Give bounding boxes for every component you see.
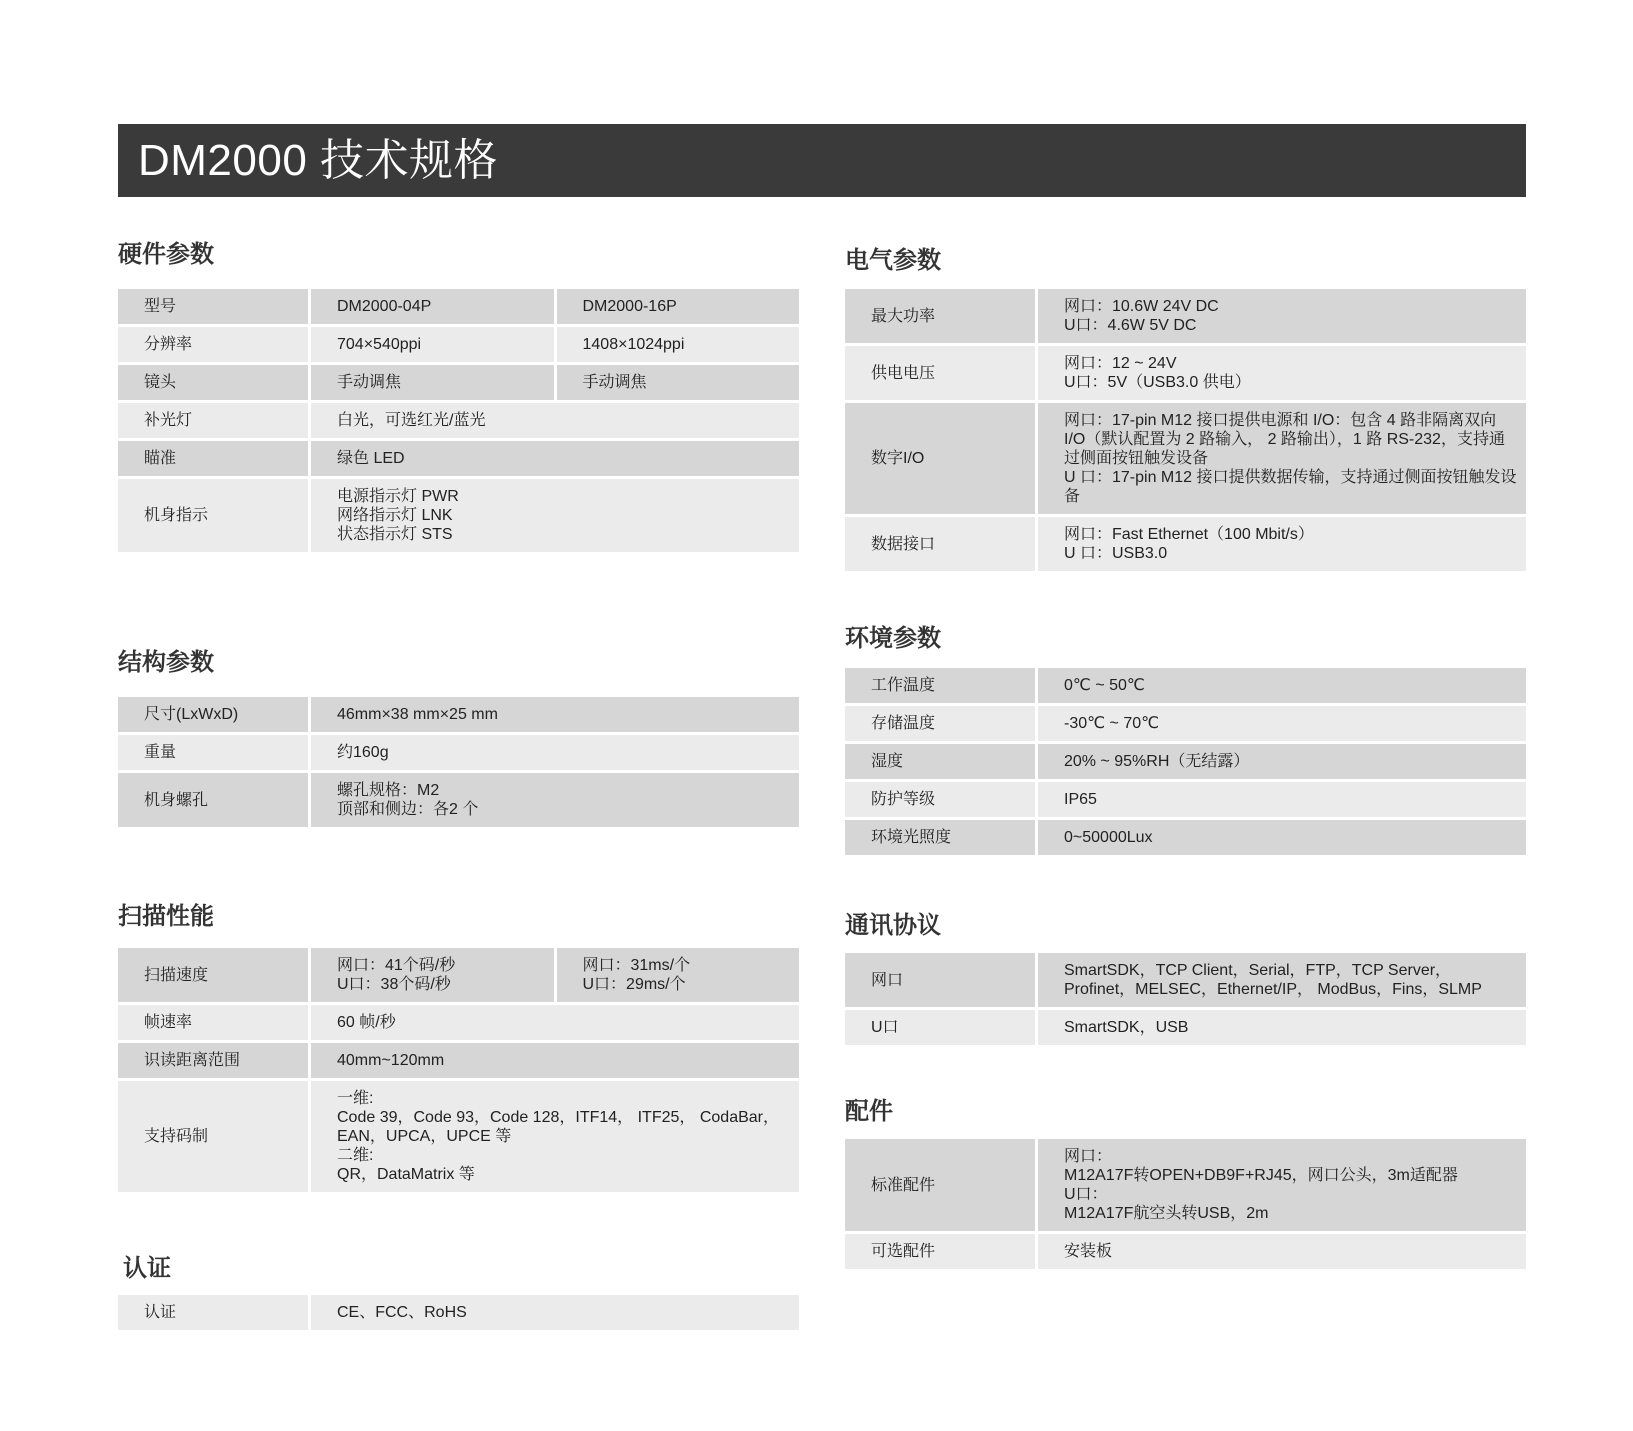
- spec-value: 手动调焦: [554, 365, 800, 403]
- electrical-table: [845, 289, 1526, 574]
- spec-value: DM2000-16P: [554, 289, 800, 327]
- spec-key: 环境光照度: [845, 820, 1035, 858]
- spec-key: 识读距离范围: [118, 1043, 308, 1081]
- table-row: [118, 403, 799, 441]
- spec-value: 40mm~120mm: [308, 1043, 799, 1081]
- table-row: [845, 1139, 1526, 1234]
- spec-key: 镜头: [118, 365, 308, 403]
- section-title-cert: 认证: [123, 1255, 171, 1282]
- spec-value: 1408×1024ppi: [554, 327, 800, 365]
- spec-key: 型号: [118, 289, 308, 327]
- spec-key: 分辨率: [118, 327, 308, 365]
- table-row: [845, 706, 1526, 744]
- protocol-table: [845, 953, 1526, 1048]
- spec-key: 机身指示: [118, 479, 308, 555]
- spec-value: 0℃ ~ 50℃: [1035, 668, 1526, 706]
- table-row: [118, 773, 799, 830]
- page-title: DM2000 技术规格: [118, 124, 1526, 197]
- spec-value: IP65: [1035, 782, 1526, 820]
- spec-key: 尺寸(LxWxD): [118, 697, 308, 735]
- table-row: [118, 697, 799, 735]
- table-row: [845, 403, 1526, 517]
- spec-key: U口: [845, 1010, 1035, 1048]
- spec-value: 网口：Fast Ethernet（100 Mbit/s） U 口：USB3.0: [1035, 517, 1526, 574]
- cert-table: [118, 1295, 799, 1333]
- spec-value: SmartSDK，USB: [1035, 1010, 1526, 1048]
- table-row: [845, 346, 1526, 403]
- spec-value: 网口：41个码/秒 U口：38个码/秒: [308, 948, 554, 1005]
- table-row: [118, 1005, 799, 1043]
- spec-value: SmartSDK，TCP Client，Serial，FTP，TCP Server，Profinet，MELSEC，Ethernet/IP， ModBus，Fins，SLMP: [1035, 953, 1526, 1010]
- table-row: [118, 1043, 799, 1081]
- spec-key: 瞄准: [118, 441, 308, 479]
- table-row: [845, 820, 1526, 858]
- spec-value: 网口：31ms/个 U口：29ms/个: [554, 948, 800, 1005]
- spec-value: 20% ~ 95%RH（无结露）: [1035, 744, 1526, 782]
- section-title-electrical: 电气参数: [845, 247, 941, 274]
- spec-value: DM2000-04P: [308, 289, 554, 327]
- table-row: [118, 441, 799, 479]
- section-title-accessories: 配件: [845, 1098, 893, 1125]
- spec-key: 认证: [118, 1295, 308, 1333]
- environment-table: [845, 668, 1526, 858]
- spec-key: 扫描速度: [118, 948, 308, 1005]
- spec-value: 网口： M12A17F转OPEN+DB9F+RJ45，网口公头，3m适配器 U口： M12A17F航空头转USB，2m: [1035, 1139, 1526, 1234]
- spec-value: -30℃ ~ 70℃: [1035, 706, 1526, 744]
- section-title-scan: 扫描性能: [118, 903, 214, 930]
- section-title-structure: 结构参数: [118, 649, 214, 676]
- table-row: [118, 327, 799, 365]
- section-title-environment: 环境参数: [845, 625, 941, 652]
- spec-value: 网口：10.6W 24V DC U口：4.6W 5V DC: [1035, 289, 1526, 346]
- spec-value: 手动调焦: [308, 365, 554, 403]
- spec-key: 可选配件: [845, 1234, 1035, 1272]
- spec-value: 网口：12 ~ 24V U口：5V（USB3.0 供电）: [1035, 346, 1526, 403]
- spec-key: 网口: [845, 953, 1035, 1010]
- table-row: [845, 744, 1526, 782]
- table-row: [845, 668, 1526, 706]
- table-row: [118, 735, 799, 773]
- table-row: [845, 782, 1526, 820]
- spec-key: 湿度: [845, 744, 1035, 782]
- hardware-table: [118, 289, 799, 555]
- table-row: [118, 1081, 799, 1195]
- spec-value: 704×540ppi: [308, 327, 554, 365]
- spec-value: 绿色 LED: [308, 441, 799, 479]
- spec-key: 数字I/O: [845, 403, 1035, 517]
- spec-value: 网口：17-pin M12 接口提供电源和 I/O：包含 4 路非隔离双向 I/O（默认配置为 2 路输入， 2 路输出），1 路 RS-232，支持通过侧面按钮触发设备 U 口：17-pin M12 接口提供数据传输，支持通过侧面按钮触发设备: [1035, 403, 1526, 517]
- spec-key: 补光灯: [118, 403, 308, 441]
- structure-table: [118, 697, 799, 830]
- spec-value: 电源指示灯 PWR 网络指示灯 LNK 状态指示灯 STS: [308, 479, 799, 555]
- table-row: [845, 953, 1526, 1010]
- table-row: [845, 1010, 1526, 1048]
- spec-value: 46mm×38 mm×25 mm: [308, 697, 799, 735]
- table-row: [118, 948, 799, 1005]
- spec-key: 标准配件: [845, 1139, 1035, 1234]
- scan-table: [118, 948, 799, 1195]
- spec-key: 工作温度: [845, 668, 1035, 706]
- table-row: [118, 1295, 799, 1333]
- table-row: [118, 289, 799, 327]
- spec-value: CE、FCC、RoHS: [308, 1295, 799, 1333]
- spec-key: 重量: [118, 735, 308, 773]
- table-row: [118, 479, 799, 555]
- spec-value: 安装板: [1035, 1234, 1526, 1272]
- spec-value: 白光，可选红光/蓝光: [308, 403, 799, 441]
- spec-value: 60 帧/秒: [308, 1005, 799, 1043]
- table-row: [845, 289, 1526, 346]
- section-title-protocol: 通讯协议: [845, 912, 941, 939]
- spec-key: 数据接口: [845, 517, 1035, 574]
- table-row: [845, 517, 1526, 574]
- spec-value: 螺孔规格：M2 顶部和侧边：各2 个: [308, 773, 799, 830]
- spec-value: 一维: Code 39，Code 93，Code 128，ITF14， ITF25， CodaBar，EAN，UPCA，UPCE 等 二维: QR，DataMatrix 等: [308, 1081, 799, 1195]
- spec-key: 帧速率: [118, 1005, 308, 1043]
- spec-key: 供电电压: [845, 346, 1035, 403]
- table-row: [118, 365, 799, 403]
- spec-value: 约160g: [308, 735, 799, 773]
- spec-key: 机身螺孔: [118, 773, 308, 830]
- table-row: [845, 1234, 1526, 1272]
- spec-key: 存储温度: [845, 706, 1035, 744]
- spec-value: 0~50000Lux: [1035, 820, 1526, 858]
- spec-key: 最大功率: [845, 289, 1035, 346]
- spec-key: 防护等级: [845, 782, 1035, 820]
- section-title-hardware: 硬件参数: [118, 241, 214, 268]
- accessories-table: [845, 1139, 1526, 1272]
- spec-key: 支持码制: [118, 1081, 308, 1195]
